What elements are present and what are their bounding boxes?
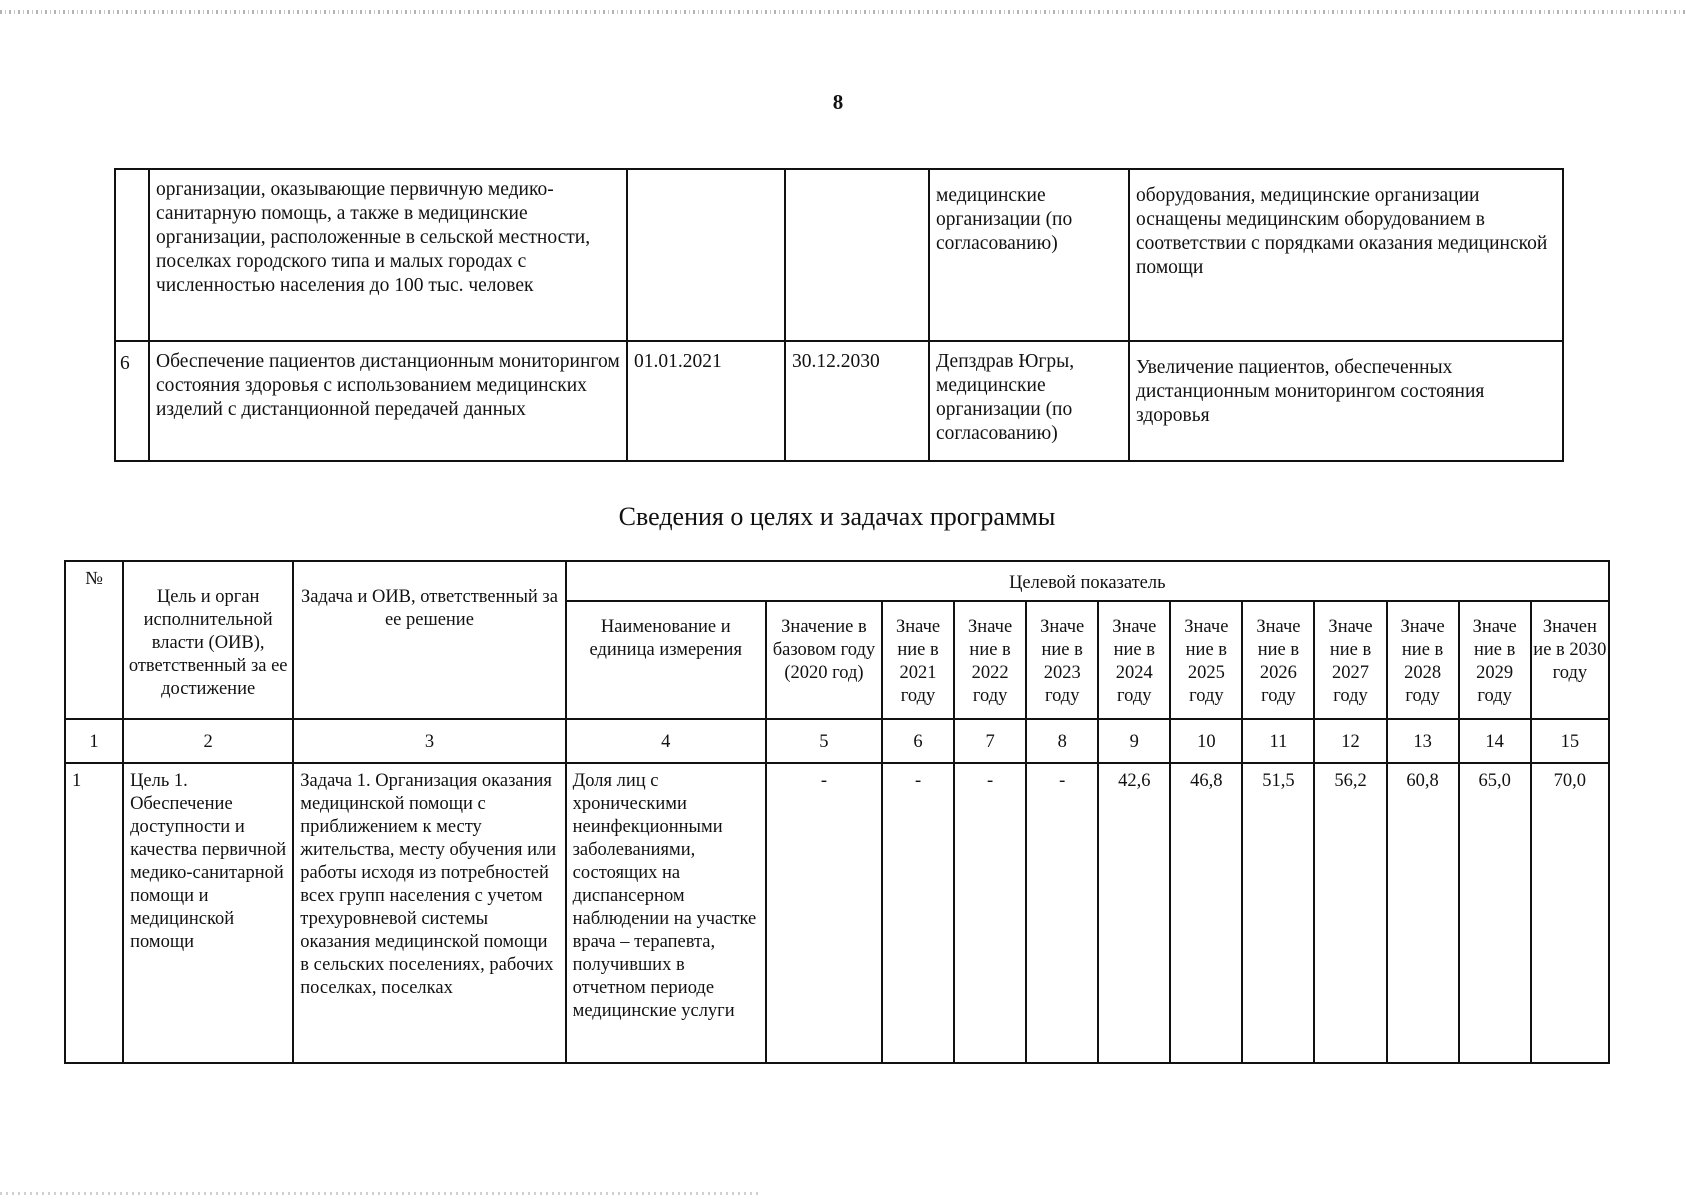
column-number: 12 <box>1314 719 1386 763</box>
header-year-2026: Значе ние в 2026 году <box>1242 601 1314 719</box>
value-2021: - <box>882 763 954 1063</box>
table-row <box>115 341 1563 461</box>
header-goal: Цель и орган исполнительной власти (ОИВ), ответственный за ее достижение <box>123 561 293 719</box>
header-year-2030: Значен ие в 2030 году <box>1531 601 1609 719</box>
event-num <box>115 169 149 341</box>
header-row <box>65 561 1609 601</box>
event-start-date: 01.01.2021 <box>627 341 785 461</box>
column-number: 9 <box>1098 719 1170 763</box>
header-year-2023: Значе ние в 2023 году <box>1026 601 1098 719</box>
goal-num: 1 <box>65 763 123 1063</box>
value-2022: - <box>954 763 1026 1063</box>
page-number: 8 <box>832 90 844 114</box>
section-title: Сведения о целях и задачах программы <box>618 502 1056 531</box>
value-2029: 65,0 <box>1459 763 1531 1063</box>
header-year-2028: Значе ние в 2028 году <box>1387 601 1459 719</box>
event-name: организации, оказывающие первичную медико-санитарную помощь, а также в медицинские организации, расположенные в сельской местности, поселках городского типа и малых городах с численностью населения до 100 тыс. человек <box>149 169 627 341</box>
event-start-date <box>627 169 785 341</box>
base-value: - <box>766 763 882 1063</box>
column-number: 1 <box>65 719 123 763</box>
value-2027: 56,2 <box>1314 763 1386 1063</box>
header-year-2021: Значе ние в 2021 году <box>882 601 954 719</box>
column-number: 14 <box>1459 719 1531 763</box>
value-2028: 60,8 <box>1387 763 1459 1063</box>
header-year-2024: Значе ние в 2024 году <box>1098 601 1170 719</box>
column-number: 7 <box>954 719 1026 763</box>
goals-table <box>64 560 1610 1064</box>
event-responsible: медицинские организации (по согласованию) <box>929 169 1129 341</box>
goal-text: Цель 1. Обеспечение доступности и качества первичной медико-санитарной помощи и медицинской помощи <box>123 763 293 1063</box>
column-number: 10 <box>1170 719 1242 763</box>
column-number: 11 <box>1242 719 1314 763</box>
column-number: 4 <box>566 719 766 763</box>
column-number: 3 <box>293 719 565 763</box>
header-year-2027: Значе ние в 2027 году <box>1314 601 1386 719</box>
task-text: Задача 1. Организация оказания медицинской помощи с приближением к месту жительства, месту обучения или работы исходя из потребностей всех групп населения с учетом трехуровневой системы оказания медицинской помощи в сельских поселениях, рабочих поселках, поселках <box>293 763 565 1063</box>
header-year-2029: Значе ние в 2029 году <box>1459 601 1531 719</box>
event-num: 6 <box>115 341 149 461</box>
value-2025: 46,8 <box>1170 763 1242 1063</box>
event-end-date <box>785 169 929 341</box>
table-row <box>65 763 1609 1063</box>
event-name: Обеспечение пациентов дистанционным мониторингом состояния здоровья с использованием медицинских изделий с дистанционной передачей данных <box>149 341 627 461</box>
event-responsible: Депздрав Югры, медицинские организации (по согласованию) <box>929 341 1129 461</box>
header-year-2025: Значе ние в 2025 году <box>1170 601 1242 719</box>
column-number: 13 <box>1387 719 1459 763</box>
event-result: Увеличение пациентов, обеспеченных дистанционным мониторингом состояния здоровья <box>1129 341 1563 461</box>
header-num: № <box>65 561 123 719</box>
column-number: 5 <box>766 719 882 763</box>
value-2026: 51,5 <box>1242 763 1314 1063</box>
scan-artifact-top <box>0 10 1686 14</box>
column-number: 8 <box>1026 719 1098 763</box>
column-numbers-row <box>65 719 1609 763</box>
header-base-value: Значение в базовом году (2020 год) <box>766 601 882 719</box>
value-2024: 42,6 <box>1098 763 1170 1063</box>
indicator-name: Доля лиц с хроническими неинфекционными заболеваниями, состоящих на диспансерном наблюдении на участке врача – терапевта, получивших в отчетном периоде медицинские услуги <box>566 763 766 1063</box>
header-indicator-group: Целевой показатель <box>566 561 1609 601</box>
column-number: 6 <box>882 719 954 763</box>
event-result: оборудования, медицинские организации оснащены медицинским оборудованием в соответствии с порядками оказания медицинской помощи <box>1129 169 1563 341</box>
header-indicator-name: Наименование и единица измерения <box>566 601 766 719</box>
header-year-2022: Значе ние в 2022 году <box>954 601 1026 719</box>
column-number: 2 <box>123 719 293 763</box>
value-2030: 70,0 <box>1531 763 1609 1063</box>
events-table <box>114 168 1564 462</box>
event-end-date: 30.12.2030 <box>785 341 929 461</box>
value-2023: - <box>1026 763 1098 1063</box>
table-row <box>115 169 1563 341</box>
scan-artifact-bottom <box>0 1192 760 1195</box>
header-task: Задача и ОИВ, ответственный за ее решение <box>293 561 565 719</box>
column-number: 15 <box>1531 719 1609 763</box>
